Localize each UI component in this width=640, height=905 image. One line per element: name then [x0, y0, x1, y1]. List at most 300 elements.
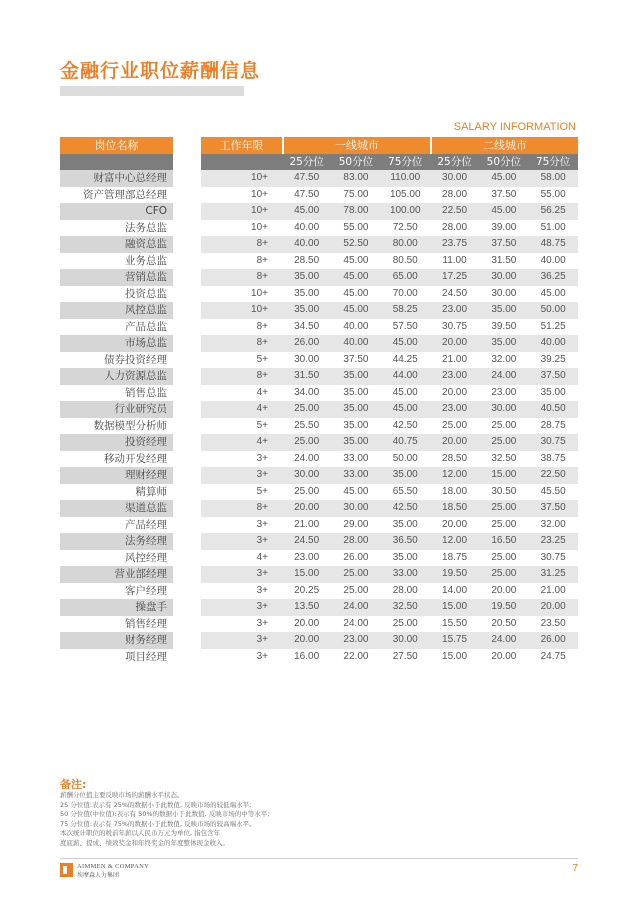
tier2-p75-cell: 23.25	[540, 535, 566, 546]
years-cell: 8+	[256, 370, 268, 381]
table-row	[201, 187, 578, 204]
position-name: 理财经理	[60, 467, 173, 484]
note-line: 本次统计职位的税前年薪以人民币万元为单位, 指包含年	[60, 829, 221, 837]
years-cell: 3+	[256, 518, 268, 530]
table-row	[201, 335, 578, 352]
position-name: 投资经理	[60, 434, 173, 451]
tier2-p50-cell: 19.50	[491, 601, 517, 612]
tier1-p75-cell: 45.00	[392, 386, 418, 398]
tier2-p50-cell: 32.50	[491, 452, 517, 464]
position-name: 营业部经理	[60, 566, 173, 583]
tier1-p75-cell: 36.50	[392, 535, 418, 546]
table-row	[201, 269, 578, 286]
tier1-p25-cell: 25.00	[294, 485, 320, 497]
tier1-p50-cell: 33.00	[343, 452, 369, 464]
years-cell: 10+	[251, 221, 268, 233]
logo-mark-icon	[60, 863, 73, 877]
tier2-p25-cell: 22.50	[442, 205, 468, 216]
years-cell: 10+	[251, 188, 268, 200]
position-name: 项目经理	[125, 650, 167, 663]
tier1-p50-cell: 24.00	[343, 601, 369, 612]
company-logo	[60, 863, 149, 879]
years-cell: 10+	[251, 304, 268, 315]
tier1-p75-header: 75分位	[388, 156, 423, 168]
tier2-p50-cell: 37.50	[491, 188, 517, 200]
tier2-p75-cell: 30.75	[540, 551, 566, 563]
tier1-p25-cell: 25.00	[294, 403, 320, 414]
position-subheader	[60, 154, 173, 170]
position-name: 市场总监	[60, 335, 173, 352]
tier1-p75-cell: 32.50	[392, 601, 418, 612]
tier1-p25-cell: 25.00	[294, 436, 320, 447]
tier2-p75-cell: 45.50	[540, 485, 566, 497]
position-header: 岗位名称	[60, 137, 173, 154]
tier1-p50-cell: 25.00	[343, 584, 369, 596]
table-row	[201, 236, 578, 253]
logo-brand-en: AIMMEN & COMPANY	[77, 863, 150, 870]
tier2-p25-cell: 19.50	[442, 568, 468, 579]
years-cell: 5+	[256, 353, 268, 365]
tier1-p50-cell: 55.00	[343, 221, 369, 233]
tier2-p50-cell: 35.00	[491, 304, 517, 315]
tier2-p50-header: 50分位	[486, 156, 522, 168]
tier2-p25-cell: 18.00	[442, 485, 468, 497]
position-name: 操盘手	[60, 599, 173, 616]
tier1-p75-cell: 80.50	[392, 254, 418, 266]
table-row	[201, 566, 578, 583]
table-row	[201, 533, 578, 550]
tier1-p50-cell: 78.00	[343, 205, 369, 216]
tier1-p75-cell: 42.50	[392, 502, 418, 513]
position-name: 投资总监	[125, 287, 167, 300]
tier1-p50-cell: 33.00	[343, 469, 369, 480]
tier1-p50-cell: 26.00	[343, 551, 369, 563]
tier2-p25-cell: 20.00	[442, 436, 468, 447]
tier2-p25-header: 25分位	[437, 156, 472, 168]
page-title: 金融行业职位薪酬信息	[60, 60, 261, 82]
years-cell: 4+	[256, 386, 268, 398]
tier1-p75-cell: 25.00	[392, 617, 418, 629]
years-cell: 3+	[256, 469, 268, 480]
tier2-p25-cell: 23.00	[442, 370, 468, 381]
tier2-p50-cell: 23.00	[491, 386, 517, 398]
tier2-p75-cell: 51.25	[540, 320, 566, 332]
tier1-p25-cell: 25.50	[294, 419, 320, 431]
table-row	[201, 401, 578, 418]
tier1-p75-cell: 72.50	[392, 221, 418, 233]
table-row	[201, 599, 578, 616]
tier1-p25-cell: 31.50	[294, 370, 320, 381]
tier2-p50-cell: 24.00	[491, 370, 517, 381]
position-name: 法务经理	[60, 533, 173, 550]
tier2-p75-cell: 40.00	[540, 337, 566, 348]
table-row	[201, 467, 578, 484]
tier2-p50-cell: 30.50	[491, 485, 517, 497]
tier2-p50-cell: 24.00	[491, 634, 517, 645]
tier1-p25-cell: 47.50	[294, 172, 320, 183]
tier2-p25-cell: 30.00	[442, 172, 468, 183]
tier1-p75-cell: 44.00	[392, 370, 418, 381]
tier2-p75-cell: 51.00	[540, 221, 566, 233]
tier2-p50-cell: 16.50	[491, 535, 517, 546]
position-name: 业务总监	[125, 254, 167, 267]
tier1-p50-cell: 35.00	[343, 436, 369, 447]
tier2-p50-cell: 39.00	[491, 221, 517, 233]
tier2-p75-cell: 38.75	[540, 452, 566, 464]
position-name: 营销总监	[60, 269, 173, 286]
tier2-p75-cell: 21.00	[540, 584, 566, 596]
tier2-p50-cell: 30.00	[491, 287, 517, 299]
table-row	[201, 632, 578, 649]
table-row	[201, 170, 578, 187]
tier1-header: 一线城市	[282, 137, 430, 154]
tier1-p75-cell: 110.00	[390, 172, 421, 183]
position-name: 风控经理	[125, 551, 167, 564]
tier2-p25-cell: 14.00	[442, 584, 468, 596]
tier2-p75-cell: 39.25	[540, 353, 566, 365]
tier2-p50-cell: 25.00	[491, 436, 517, 447]
tier1-p50-cell: 35.00	[343, 370, 369, 381]
tier1-p50-cell: 40.00	[343, 320, 369, 332]
table-row	[201, 616, 578, 633]
tier2-p75-cell: 55.00	[540, 188, 566, 200]
footer-divider	[60, 858, 578, 859]
tier1-p75-cell: 42.50	[392, 419, 418, 431]
years-cell: 10+	[251, 172, 268, 183]
tier2-p75-cell: 37.50	[540, 370, 566, 381]
position-name: 融资总监	[60, 236, 173, 253]
tier2-p25-cell: 18.50	[442, 502, 468, 513]
tier1-p75-cell: 65.00	[392, 271, 418, 282]
tier1-p75-cell: 57.50	[392, 320, 418, 332]
tier1-p50-cell: 45.00	[343, 271, 369, 282]
tier1-p25-cell: 20.25	[294, 584, 320, 596]
note-line: 50 分位值(中位值):表示有 50%的数据小于此数值, 反映市场的中等水平;	[60, 810, 270, 818]
tier2-p50-cell: 30.00	[491, 271, 517, 282]
tier2-p50-cell: 25.00	[491, 502, 517, 513]
tier1-p25-cell: 45.00	[294, 205, 320, 216]
tier2-p25-cell: 28.00	[442, 221, 468, 233]
tier1-p25-cell: 26.00	[294, 337, 320, 348]
tier1-p50-cell: 45.00	[343, 485, 369, 497]
years-cell: 4+	[256, 436, 268, 447]
salary-table-header	[201, 137, 578, 154]
tier2-p50-cell: 25.00	[491, 518, 517, 530]
position-name: 债券投资经理	[104, 353, 167, 366]
years-cell: 4+	[256, 403, 268, 414]
tier2-p50-cell: 25.00	[491, 551, 517, 563]
tier1-p25-cell: 34.00	[294, 386, 320, 398]
tier1-p75-cell: 30.00	[392, 634, 418, 645]
tier2-p75-cell: 30.75	[540, 436, 566, 447]
years-cell: 5+	[256, 485, 268, 497]
tier2-p25-cell: 11.00	[442, 254, 467, 266]
salary-table	[201, 137, 578, 665]
logo-text	[77, 863, 149, 879]
tier1-p25-header: 25分位	[289, 156, 324, 168]
note-line: 75 分位值:表示有 75%的数据小于此数值, 反映市场的较高端水平。	[60, 819, 256, 828]
tier1-p25-cell: 30.00	[294, 353, 320, 365]
tier2-p25-cell: 20.00	[442, 518, 468, 530]
tier2-p50-cell: 15.00	[491, 469, 517, 480]
tier2-p25-cell: 23.00	[442, 304, 468, 315]
tier1-p25-cell: 23.00	[294, 551, 320, 563]
tier2-p25-cell: 20.00	[442, 386, 468, 398]
tier2-p75-cell: 28.75	[540, 419, 566, 431]
tier2-p25-cell: 30.75	[442, 320, 468, 332]
position-name: 财务经理	[60, 632, 173, 649]
tier1-p50-cell: 29.00	[343, 518, 369, 530]
tier2-p75-cell: 36.25	[540, 271, 566, 282]
years-cell: 3+	[256, 601, 268, 612]
table-row	[201, 583, 578, 600]
title-underline-bar	[60, 86, 244, 96]
tier1-p50-cell: 22.00	[343, 650, 369, 662]
tier2-p75-cell: 20.00	[540, 601, 566, 612]
position-name: 数据模型分析师	[93, 419, 167, 432]
tier1-p50-cell: 28.00	[343, 535, 369, 546]
years-cell: 3+	[256, 617, 268, 629]
tier2-p50-cell: 20.50	[491, 617, 517, 629]
table-row	[201, 319, 578, 336]
tier2-p25-cell: 23.00	[442, 403, 468, 414]
tier1-p75-cell: 80.00	[392, 238, 418, 249]
years-cell: 10+	[251, 205, 268, 216]
table-row	[201, 484, 578, 501]
tier1-p25-cell: 16.00	[294, 650, 320, 662]
tier1-p50-cell: 45.00	[343, 254, 369, 266]
years-header: 工作年限	[201, 137, 282, 154]
years-cell: 10+	[251, 287, 268, 299]
tier2-p25-cell: 18.75	[442, 551, 468, 563]
tier1-p75-cell: 100.00	[389, 205, 421, 216]
logo-brand-cn: 埃摩森人力集团	[77, 872, 120, 879]
tier1-p50-cell: 45.00	[343, 304, 369, 315]
tier1-p75-cell: 105.00	[389, 188, 421, 200]
tier1-p75-cell: 50.00	[392, 452, 418, 464]
tier1-p50-cell: 37.50	[343, 353, 369, 365]
tier2-header: 二线城市	[430, 137, 578, 154]
tier1-p25-cell: 35.00	[294, 271, 320, 282]
page-number: 7	[572, 863, 578, 874]
tier1-p25-cell: 20.00	[294, 502, 320, 513]
tier1-p25-cell: 35.00	[294, 287, 320, 299]
salary-table-body	[201, 170, 578, 665]
tier1-p50-cell: 25.00	[343, 568, 369, 579]
tier2-p75-cell: 40.00	[540, 254, 566, 266]
tier1-p25-cell: 24.00	[294, 452, 320, 464]
years-cell: 8+	[256, 337, 268, 348]
tier1-p50-cell: 30.00	[343, 502, 369, 513]
position-name: 渠道总监	[60, 500, 173, 517]
years-cell: 4+	[256, 551, 268, 563]
table-row	[201, 286, 578, 303]
tier2-p25-cell: 28.50	[442, 452, 468, 464]
table-row	[201, 550, 578, 567]
tier2-p25-cell: 15.75	[442, 634, 468, 645]
table-row	[201, 302, 578, 319]
tier2-p75-cell: 24.75	[540, 650, 566, 662]
years-cell: 3+	[256, 568, 268, 579]
tier2-p75-cell: 40.50	[540, 403, 566, 414]
tier2-p25-cell: 21.00	[442, 353, 468, 365]
position-name: 财富中心总经理	[60, 170, 173, 187]
tier2-p75-cell: 26.00	[540, 634, 566, 645]
tier1-p50-cell: 40.00	[343, 337, 369, 348]
tier1-p50-header: 50分位	[338, 156, 374, 168]
tier1-p75-cell: 45.00	[392, 403, 418, 414]
tier1-p75-cell: 44.25	[392, 353, 418, 365]
tier2-p50-cell: 32.00	[491, 353, 517, 365]
tier1-p75-cell: 40.75	[392, 436, 418, 447]
tier2-p75-cell: 56.25	[540, 205, 566, 216]
position-list	[60, 170, 173, 665]
tier1-p25-cell: 40.00	[294, 221, 320, 233]
position-name: 风控总监	[60, 302, 173, 319]
tier2-p75-cell: 22.50	[540, 469, 566, 480]
tier1-p75-cell: 35.00	[392, 469, 418, 480]
tier1-p50-cell: 35.00	[343, 419, 369, 431]
tier2-p50-cell: 31.50	[491, 254, 517, 266]
tier2-p50-cell: 45.00	[491, 205, 517, 216]
tier1-p75-cell: 58.25	[392, 304, 418, 315]
tier1-p75-cell: 35.00	[392, 551, 418, 563]
years-cell: 8+	[256, 238, 268, 249]
note-line: 25 分位值:表示有 25%的数据小于此数值, 反映市场的较低端水平;	[60, 800, 252, 809]
table-row	[201, 649, 578, 666]
years-cell: 8+	[256, 271, 268, 282]
tier1-p25-cell: 13.50	[294, 601, 320, 612]
tier2-p75-cell: 58.00	[540, 172, 566, 183]
tier1-p50-cell: 75.00	[343, 188, 369, 200]
tier2-p25-cell: 12.00	[442, 469, 468, 480]
tier2-p50-cell: 37.50	[491, 238, 517, 249]
position-name: 人力资源总监	[60, 368, 173, 385]
salary-info-label: SALARY INFORMATION	[453, 121, 576, 133]
notes-block	[60, 791, 460, 848]
tier2-p75-cell: 23.50	[540, 617, 566, 629]
position-name: 行业研究员	[60, 401, 173, 418]
salary-table-subheader	[201, 154, 578, 170]
tier2-p50-cell: 45.00	[491, 172, 517, 183]
tier2-p75-cell: 37.50	[540, 502, 566, 513]
tier2-p25-cell: 28.00	[442, 188, 468, 200]
table-row	[201, 253, 578, 270]
position-name: 销售经理	[125, 617, 167, 630]
table-row	[201, 220, 578, 237]
position-name: 法务总监	[125, 221, 167, 234]
tier1-p75-cell: 45.00	[392, 337, 418, 348]
table-row	[201, 434, 578, 451]
tier2-p75-cell: 50.00	[540, 304, 566, 315]
table-row	[201, 368, 578, 385]
position-name: 产品经理	[125, 518, 167, 531]
tier2-p25-cell: 24.50	[442, 287, 468, 299]
tier1-p75-cell: 33.00	[392, 568, 418, 579]
position-name: 产品总监	[125, 320, 167, 333]
position-name: 精算师	[135, 485, 167, 498]
years-subheader	[201, 154, 282, 170]
tier2-p25-cell: 17.25	[442, 271, 468, 282]
table-row	[201, 385, 578, 402]
position-name: 客户经理	[125, 584, 167, 597]
position-name: 移动开发经理	[104, 452, 167, 465]
tier2-p50-cell: 20.00	[491, 650, 517, 662]
tier2-p50-cell: 25.00	[491, 419, 517, 431]
tier2-p75-header: 75分位	[535, 156, 571, 168]
tier2-p25-cell: 12.00	[442, 535, 468, 546]
years-cell: 8+	[256, 502, 268, 513]
years-cell: 3+	[256, 535, 268, 546]
tier2-p25-cell: 20.00	[442, 337, 468, 348]
tier1-p25-cell: 21.00	[294, 518, 320, 530]
years-cell: 8+	[256, 254, 268, 266]
position-name: 销售总监	[125, 386, 167, 399]
position-name: CFO	[60, 203, 173, 220]
tier2-p25-cell: 23.75	[442, 238, 468, 249]
tier1-p50-cell: 83.00	[343, 172, 369, 183]
table-row	[201, 418, 578, 435]
tier1-p75-cell: 70.00	[392, 287, 418, 299]
tier2-p25-cell: 25.00	[442, 419, 468, 431]
tier1-p75-cell: 28.00	[392, 584, 418, 596]
tier1-p25-cell: 47.50	[294, 188, 320, 200]
tier1-p75-cell: 65.50	[392, 485, 418, 497]
tier1-p25-cell: 40.00	[294, 238, 320, 249]
years-cell: 3+	[256, 584, 268, 596]
tier2-p75-cell: 48.75	[540, 238, 566, 249]
tier2-p50-cell: 39.50	[491, 320, 517, 332]
years-cell: 5+	[256, 419, 268, 431]
years-cell: 3+	[256, 452, 268, 464]
tier1-p25-cell: 20.00	[294, 617, 320, 629]
table-row	[201, 451, 578, 468]
table-row	[201, 517, 578, 534]
tier2-p75-cell: 32.00	[540, 518, 566, 530]
tier2-p75-cell: 35.00	[540, 386, 566, 398]
tier1-p50-cell: 24.00	[343, 617, 369, 629]
tier1-p50-cell: 23.00	[343, 634, 369, 645]
tier2-p25-cell: 15.00	[442, 650, 468, 662]
tier1-p50-cell: 45.00	[343, 287, 369, 299]
note-line: 度底薪、提成、绩效奖金和年终奖金的年度整体现金收入。	[60, 838, 229, 847]
table-row	[201, 500, 578, 517]
years-cell: 3+	[256, 634, 268, 645]
notes-title: 备注:	[60, 778, 87, 791]
tier2-p75-cell: 45.00	[540, 287, 566, 299]
tier1-p75-cell: 27.50	[392, 650, 418, 662]
tier2-p25-cell: 15.50	[442, 617, 468, 629]
tier2-p75-cell: 31.25	[540, 568, 566, 579]
tier2-p50-cell: 30.00	[491, 403, 517, 414]
tier1-p25-cell: 20.00	[294, 634, 320, 645]
tier1-p50-cell: 52.50	[343, 238, 369, 249]
table-row	[201, 352, 578, 369]
tier2-p50-cell: 25.00	[491, 568, 517, 579]
tier2-p50-cell: 35.00	[491, 337, 517, 348]
tier1-p25-cell: 28.50	[294, 254, 320, 266]
tier1-p50-cell: 35.00	[343, 386, 369, 398]
tier1-p25-cell: 34.50	[294, 320, 320, 332]
position-name: 资产管理部总经理	[83, 188, 167, 201]
tier1-p25-cell: 35.00	[294, 304, 320, 315]
note-line: 薪酬分位值主要反映市场的薪酬水平状态。	[60, 791, 184, 799]
tier1-p25-cell: 15.00	[294, 568, 320, 579]
tier1-p50-cell: 35.00	[343, 403, 369, 414]
table-row	[201, 203, 578, 220]
tier1-p25-cell: 30.00	[294, 469, 320, 480]
tier1-p25-cell: 24.50	[294, 535, 320, 546]
